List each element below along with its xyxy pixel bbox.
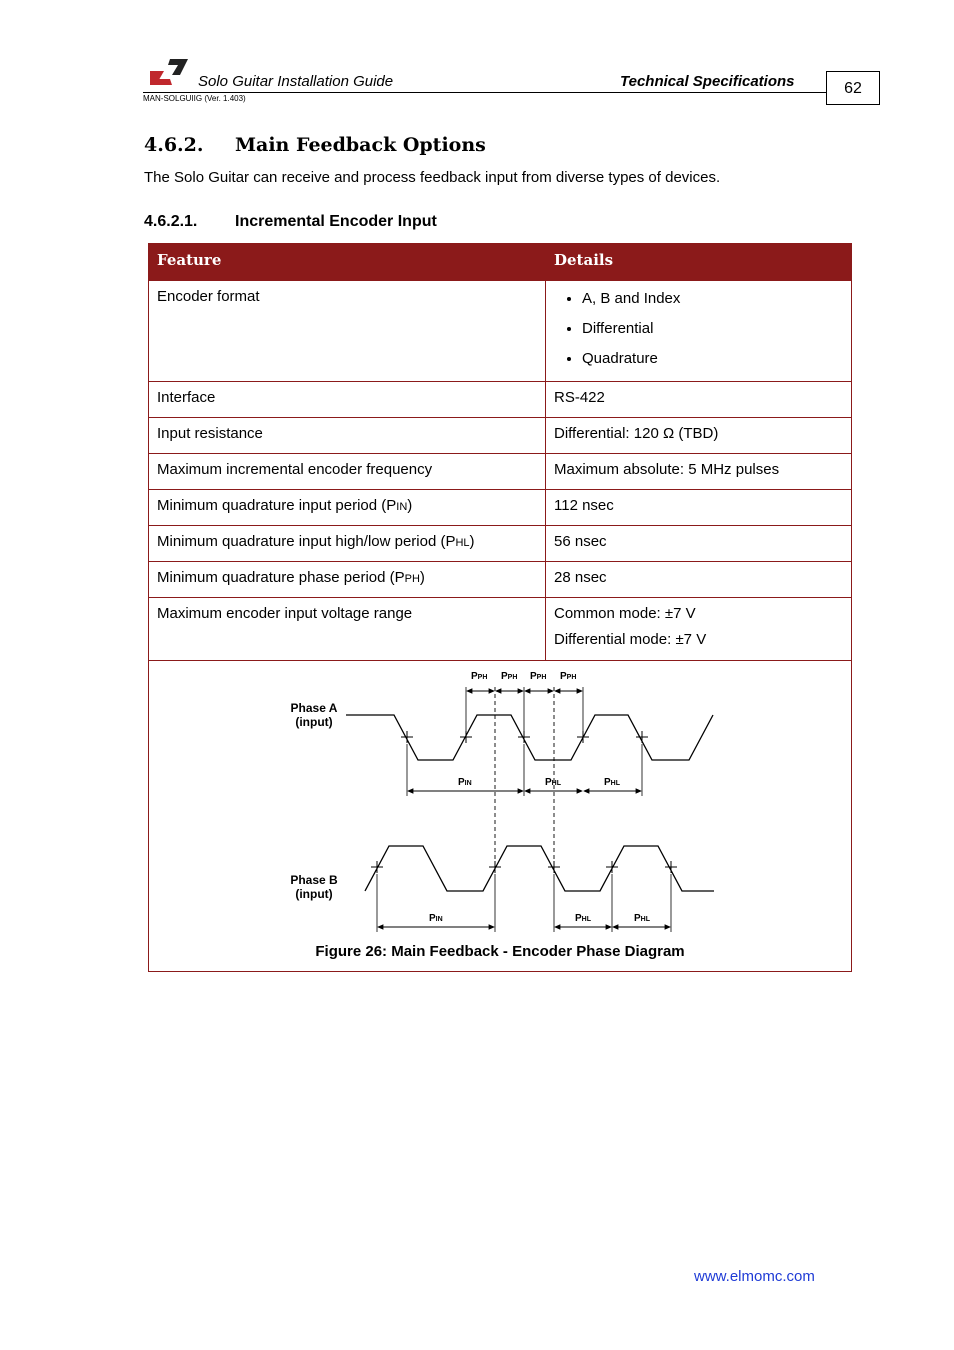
pph-label: PPH [501, 671, 518, 682]
column-header-details: Details [546, 244, 852, 281]
feature-cell [149, 562, 546, 598]
feature-text-end: ) [407, 497, 413, 514]
phase-b-label: Phase B [290, 873, 338, 887]
feature-subscript: HL [455, 537, 470, 549]
feature-cell: Maximum encoder input voltage range [149, 598, 546, 661]
pph-label: PPH [471, 671, 488, 682]
detail-line: Differential mode: ±7 V [554, 631, 707, 648]
section-intro: The Solo Guitar can receive and process feedback input from diverse types of devices. [144, 169, 721, 186]
subsection-title: Incremental Encoder Input [235, 213, 437, 230]
figure-row [149, 661, 852, 972]
pph-label: PPH [560, 671, 577, 682]
details-cell: RS-422 [546, 382, 852, 418]
details-cell [546, 598, 852, 661]
feature-text: Minimum quadrature input high/low period (P [157, 533, 456, 550]
elmo-logo [148, 57, 190, 87]
subsection-number: 4.6.2.1. [144, 213, 198, 230]
phl-label: PHL [634, 913, 651, 924]
table-row [149, 382, 852, 418]
feature-text: Minimum quadrature input period (P [157, 497, 397, 514]
table-row [149, 562, 852, 598]
table-row [149, 281, 852, 382]
details-list [554, 284, 843, 374]
pin-label: PIN [429, 913, 443, 924]
table-row [149, 526, 852, 562]
list-item: • A, B and Index [582, 284, 843, 314]
feature-cell: Input resistance [149, 418, 546, 454]
encoder-spec-table [148, 243, 852, 972]
feature-cell [149, 490, 546, 526]
footer-link[interactable]: www.elmomc.com [694, 1268, 815, 1285]
header-rule [143, 92, 826, 93]
feature-subscript: IN [396, 501, 408, 513]
feature-cell: Maximum incremental encoder frequency [149, 454, 546, 490]
figure-caption: Figure 26: Main Feedback - Encoder Phase Diagram [315, 943, 685, 960]
column-header-feature: Feature [149, 244, 546, 281]
page-number: 62 [826, 71, 880, 105]
pph-label: PPH [530, 671, 547, 682]
phase-b-waveform [365, 846, 714, 891]
section-number: 4.6.2. [144, 134, 204, 156]
feature-cell: Encoder format [149, 281, 546, 382]
phase-period-extension-lines [377, 687, 671, 932]
phl-label: PHL [604, 777, 621, 788]
chapter-title: Technical Specifications [620, 73, 795, 90]
section-title: Main Feedback Options [235, 134, 486, 156]
feature-text-end: ) [419, 569, 425, 586]
details-cell [546, 281, 852, 382]
pin-label: PIN [458, 777, 472, 788]
feature-cell [149, 526, 546, 562]
document-version: MAN-SOLGUIIG (Ver. 1.403) [143, 94, 246, 103]
encoder-phase-diagram [149, 661, 851, 941]
feature-subscript: PH [404, 573, 420, 585]
table-row [149, 454, 852, 490]
document-title: Solo Guitar Installation Guide [198, 73, 394, 90]
feature-text-end: ) [469, 533, 475, 550]
table-row [149, 490, 852, 526]
detail-line: Common mode: ±7 V [554, 605, 696, 622]
details-cell: Maximum absolute: 5 MHz pulses [546, 454, 852, 490]
phase-a-sublabel: (input) [295, 715, 333, 729]
subsection-heading [144, 213, 437, 231]
phase-b-crossing-marks [371, 861, 677, 873]
table-row [149, 598, 852, 661]
phase-a-crossing-marks [401, 731, 648, 743]
feature-text: Minimum quadrature phase period (P [157, 569, 405, 586]
list-item: • Differential [582, 314, 843, 344]
figure-cell [149, 661, 852, 972]
list-item: • Quadrature [582, 344, 843, 374]
feature-cell: Interface [149, 382, 546, 418]
details-cell: 112 nsec [546, 490, 852, 526]
details-cell: 28 nsec [546, 562, 852, 598]
details-cell: Differential: 120 Ω (TBD) [546, 418, 852, 454]
table-row [149, 418, 852, 454]
table-header-row [149, 244, 852, 281]
phase-a-label: Phase A [290, 701, 338, 715]
phl-label: PHL [545, 777, 562, 788]
phase-b-sublabel: (input) [295, 887, 333, 901]
section-heading [144, 134, 486, 156]
phl-label: PHL [575, 913, 592, 924]
details-cell: 56 nsec [546, 526, 852, 562]
